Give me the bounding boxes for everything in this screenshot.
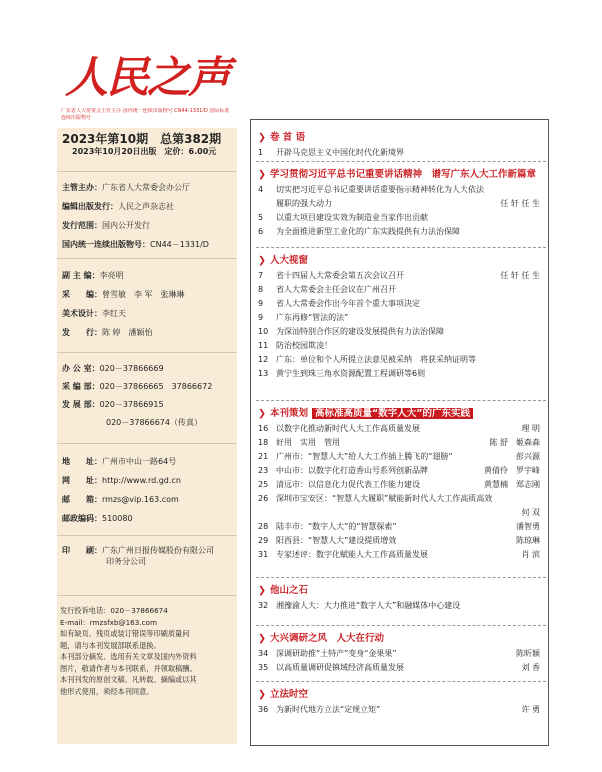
info-row xyxy=(62,490,181,509)
info-label: 副 主 编： xyxy=(62,271,100,280)
issue-number: 2023年第10期 总第382期 xyxy=(62,132,222,146)
info-value: 020－37866665 37866672 xyxy=(99,382,213,391)
section-title: 他山之石 xyxy=(269,585,308,596)
author: 黄慧楠 郑志刚 xyxy=(484,480,540,489)
info-row xyxy=(62,197,209,216)
page-number: 9 xyxy=(258,313,264,322)
section-highlight: 高标准高质量“数字人大”的广东实践 xyxy=(312,408,473,419)
printer-label: 印 刷： xyxy=(62,546,102,555)
author: 黄倩伶 罗宇峰 xyxy=(484,466,540,475)
article-title: 深圳市宝安区：“智慧人大履职”赋能新时代人大工作高质高效 xyxy=(276,494,493,503)
section-divider xyxy=(256,625,546,626)
printer-name: 广东广州日报传媒股份有限公司 xyxy=(102,546,214,555)
section-heading xyxy=(258,630,384,644)
article-title: 专家述评：数字化赋能人大工作高质量发展 xyxy=(276,550,428,559)
info-label: 采 编 部： xyxy=(62,382,100,391)
page-number: 23 xyxy=(258,466,269,475)
section-heading xyxy=(258,582,308,596)
divider xyxy=(57,352,237,353)
toc-item[interactable] xyxy=(258,197,546,211)
article-title: 深调研助推“土特产”变身“金果果” xyxy=(276,649,397,658)
info-row xyxy=(62,452,181,471)
article-title: 履职的强大动力 xyxy=(276,199,332,208)
info-value: 020－37866674（传真） xyxy=(106,418,202,427)
toc-item[interactable] xyxy=(258,325,546,339)
toc-item[interactable] xyxy=(258,464,546,478)
notice-text xyxy=(60,605,232,697)
page-number: 25 xyxy=(258,480,269,489)
article-title: 以高质量调研促镇域经济高质量发展 xyxy=(276,663,404,672)
section-title: 卷 首 语 xyxy=(269,132,306,143)
section-heading xyxy=(258,686,308,700)
toc-item[interactable] xyxy=(258,311,546,325)
info-value: 李亮明 xyxy=(99,271,124,280)
staff-info xyxy=(62,266,185,342)
toc-item[interactable] xyxy=(258,599,546,613)
info-row xyxy=(62,471,181,490)
publisher-info xyxy=(62,178,209,254)
article-title: 以重大项目建设实效为制造业当家作出贡献 xyxy=(276,213,428,222)
toc-item[interactable] xyxy=(258,211,546,225)
toc-item[interactable] xyxy=(258,450,546,464)
article-title: 广东：单位和个人所提立法意见被采纳 将获采纳证明等 xyxy=(276,355,476,364)
info-row xyxy=(62,235,209,254)
triangle-icon: ❯ xyxy=(258,585,266,596)
triangle-icon: ❯ xyxy=(258,255,266,266)
page-number: 16 xyxy=(258,424,269,433)
page-number: 26 xyxy=(258,494,269,503)
info-value: rmzs@vip.163.com xyxy=(102,495,179,504)
info-row xyxy=(62,360,212,378)
triangle-icon: ❯ xyxy=(258,633,266,644)
info-label: 网 址： xyxy=(62,476,102,485)
page-number: 31 xyxy=(258,550,269,559)
article-title: 开辟马克思主义中国化时代化新境界 xyxy=(276,148,404,157)
info-value: 曾雪敏 李 军 张琳琳 xyxy=(102,290,185,299)
author: 任 轩 任 生 xyxy=(500,271,540,280)
info-value: 广州市中山一路64号 xyxy=(102,457,177,466)
notice-line: 题，请与本刊发展部联系退换。 xyxy=(60,640,161,650)
toc-item[interactable] xyxy=(258,506,546,520)
info-row xyxy=(62,396,212,414)
author: 潘智勇 xyxy=(516,522,540,531)
toc-item[interactable] xyxy=(258,183,546,197)
info-row xyxy=(62,323,185,342)
info-value: 广东省人大常委会办公厅 xyxy=(102,183,190,192)
toc-item[interactable] xyxy=(258,703,546,717)
triangle-icon: ❯ xyxy=(258,169,266,180)
article-title: 好用 实用 管用 xyxy=(276,438,340,447)
info-row xyxy=(62,509,181,528)
triangle-icon: ❯ xyxy=(258,689,266,700)
info-label: 发 行： xyxy=(62,328,102,337)
section-title: 学习贯彻习近平总书记重要讲话精神 谱写广东人大工作新篇章 xyxy=(269,169,536,180)
info-label: 办 公 室： xyxy=(62,364,100,373)
info-row xyxy=(62,285,185,304)
author: 陈 舒 姬森森 xyxy=(489,438,540,447)
info-row xyxy=(62,216,209,235)
toc-item[interactable] xyxy=(258,297,546,311)
page-number: 36 xyxy=(258,705,269,714)
toc-list xyxy=(258,703,546,717)
section-title: 人大视窗 xyxy=(269,255,308,266)
toc-item[interactable] xyxy=(258,492,546,506)
toc-list xyxy=(258,422,546,562)
info-value: 陈 婷 潘颖怡 xyxy=(102,328,153,337)
page-number: 32 xyxy=(258,601,269,610)
toc-item[interactable] xyxy=(258,283,546,297)
toc-item[interactable] xyxy=(258,661,546,675)
author: 陈昕颖 xyxy=(516,649,540,658)
divider xyxy=(57,171,237,172)
info-value: 020－37866915 xyxy=(99,400,164,409)
author: 理 明 xyxy=(521,424,540,433)
page-number: 13 xyxy=(258,369,269,378)
section-divider xyxy=(256,400,546,401)
toc-item[interactable] xyxy=(258,339,546,353)
toc-item[interactable] xyxy=(258,269,546,283)
article-title: 湘豫渝人大：大力推进“数字人大”和融媒体中心建设 xyxy=(276,601,461,610)
article-title: 陆丰市：“数字人大”的“智慧探索” xyxy=(276,522,397,531)
toc-item[interactable] xyxy=(258,647,546,661)
page-number: 7 xyxy=(258,271,264,280)
toc-item[interactable] xyxy=(258,225,546,239)
toc-item[interactable] xyxy=(258,478,546,492)
page-number: 1 xyxy=(258,148,264,157)
author: 肖 滨 xyxy=(521,550,540,559)
info-value: 020－37866669 xyxy=(99,364,164,373)
section-divider xyxy=(256,161,546,162)
page-number: 5 xyxy=(258,213,264,222)
info-row xyxy=(62,378,212,396)
info-value: 国内公开发行 xyxy=(102,221,150,230)
article-title: 省人大常委会作出今年首个重大事项决定 xyxy=(276,299,420,308)
toc-item[interactable] xyxy=(258,146,546,160)
divider xyxy=(57,258,237,259)
article-title: 为全面推进新型工业化的广东实践提供有力法治保障 xyxy=(276,227,460,236)
article-title: 以数字化推动新时代人大工作高质量发展 xyxy=(276,424,420,433)
article-title: 黄宁生到珠三角水资源配置工程调研等6则 xyxy=(276,369,426,378)
section-heading xyxy=(258,166,536,180)
page-number: 9 xyxy=(258,299,264,308)
toc-item[interactable] xyxy=(258,548,546,562)
article-title: 切实把习近平总书记重要讲话重要指示精神转化为人大依法 xyxy=(276,185,484,194)
info-row xyxy=(62,304,185,323)
author: 彭兴源 xyxy=(516,452,540,461)
info-label: 发 展 部： xyxy=(62,400,100,409)
page-number: 18 xyxy=(258,438,269,447)
info-label: 邮 箱： xyxy=(62,495,102,504)
toc-list xyxy=(258,183,546,239)
article-title: 防治校园欺凌！ xyxy=(276,341,332,350)
info-label: 邮政编码： xyxy=(62,514,102,523)
masthead xyxy=(57,44,237,128)
section-heading xyxy=(258,129,305,143)
toc-item[interactable] xyxy=(258,353,546,367)
section-divider xyxy=(256,247,546,248)
page-number: 11 xyxy=(258,341,269,350)
page-number: 29 xyxy=(258,536,269,545)
info-value: 李红天 xyxy=(102,309,126,318)
toc-list xyxy=(258,647,546,675)
section-heading xyxy=(258,405,473,419)
page-number: 34 xyxy=(258,649,269,658)
toc-list xyxy=(258,599,546,613)
notice-line: 发行投诉电话：020－37866674 xyxy=(60,606,168,615)
info-value: http://www.rd.gd.cn xyxy=(102,476,181,485)
article-title: 广州市：“智慧人大”给人大工作插上腾飞的“翅膀” xyxy=(276,452,453,461)
triangle-icon: ❯ xyxy=(258,132,266,143)
info-label: 美术设计： xyxy=(62,309,102,318)
page-number: 4 xyxy=(258,185,264,194)
article-title: 为深汕特别合作区的建设发展提供有力法治保障 xyxy=(276,327,444,336)
page-number: 21 xyxy=(258,452,269,461)
issue-date-price: 2023年10月20日出版 定价：6.00元 xyxy=(72,147,217,156)
section-title: 大兴调研之风 人大在行动 xyxy=(269,633,384,644)
author: 何 双 xyxy=(521,508,540,517)
info-row xyxy=(62,178,209,197)
article-title: 省人大常委会主任会议在广州召开 xyxy=(276,285,396,294)
info-label: 编辑出版发行： xyxy=(62,202,118,211)
info-value: 510080 xyxy=(102,514,133,523)
printer-name-2: 印务分公司 xyxy=(106,557,146,566)
article-title: 中山市：以数字化打造香山号系列创新品牌 xyxy=(276,466,428,475)
author: 许 勇 xyxy=(521,705,540,714)
article-title: 阳西县：“智慧人大”建设提质增效 xyxy=(276,536,397,545)
author: 陈琼琳 xyxy=(516,536,540,545)
notice-line: 本刊部分摘发、选用有关文章及国内外资料 xyxy=(60,652,197,661)
notice-line: E-mail：rmzsfxb@163.com xyxy=(60,617,157,627)
masthead-subtitle: 广东省人大常委会主管主办 国内统一连续出版物号 CN44-1331/D 国际标准连续出版物号 xyxy=(61,108,230,121)
article-title: 省十四届人大常委会第五次会议召开 xyxy=(276,271,404,280)
notice-line: 他形式使用，须经本刊同意。 xyxy=(60,686,154,696)
info-label: 主管主办： xyxy=(62,183,102,192)
toc-item[interactable] xyxy=(258,520,546,534)
article-title: 为新时代地方立法“定规立矩” xyxy=(276,705,381,714)
toc-item[interactable] xyxy=(258,534,546,548)
divider xyxy=(57,443,237,444)
section-divider xyxy=(256,681,546,682)
section-heading xyxy=(258,252,308,266)
notice-line: 图片，敬请作者与本刊联系，并领取稿酬。 xyxy=(60,663,197,673)
info-label: 地 址： xyxy=(62,457,102,466)
info-label: 发行范围： xyxy=(62,221,102,230)
section-title: 本刊策划 xyxy=(269,408,308,419)
info-row xyxy=(62,414,212,432)
article-title: 清远市：以信息化力促代表工作能力建设 xyxy=(276,480,420,489)
section-title: 立法时空 xyxy=(269,689,308,700)
toc-item[interactable] xyxy=(258,422,546,436)
page-number: 12 xyxy=(258,355,269,364)
toc-list xyxy=(258,146,546,160)
page-number: 6 xyxy=(258,227,264,236)
divider xyxy=(57,595,237,596)
page-number: 8 xyxy=(258,285,264,294)
address-info xyxy=(62,452,181,528)
triangle-icon: ❯ xyxy=(258,408,266,419)
page-number: 28 xyxy=(258,522,269,531)
divider xyxy=(57,535,237,536)
notice-line: 如有缺页、残页或装订错误等印刷质量问 xyxy=(60,629,190,638)
toc-list xyxy=(258,269,546,381)
author: 刘 香 xyxy=(521,663,540,672)
info-value: 人民之声杂志社 xyxy=(118,202,174,211)
info-value: CN44－1331/D xyxy=(150,240,209,249)
author: 任 轩 任 生 xyxy=(500,199,540,208)
toc-item[interactable] xyxy=(258,436,546,450)
info-label: 国内统一连续出版物号： xyxy=(62,240,150,249)
phone-info xyxy=(62,360,212,432)
toc-item[interactable] xyxy=(258,367,546,381)
notice-line: 本刊刊发的原创文稿、凡转载、摘编或以其 xyxy=(60,675,197,684)
info-row xyxy=(62,266,185,285)
printer-info xyxy=(62,545,214,567)
magazine-logo: 人民之声 xyxy=(65,53,229,103)
section-divider xyxy=(256,577,546,578)
info-label: 采 编： xyxy=(62,290,102,299)
page-number: 35 xyxy=(258,663,269,672)
page-number: 10 xyxy=(258,327,269,336)
article-title: 广东再修“管法的法” xyxy=(276,313,349,322)
